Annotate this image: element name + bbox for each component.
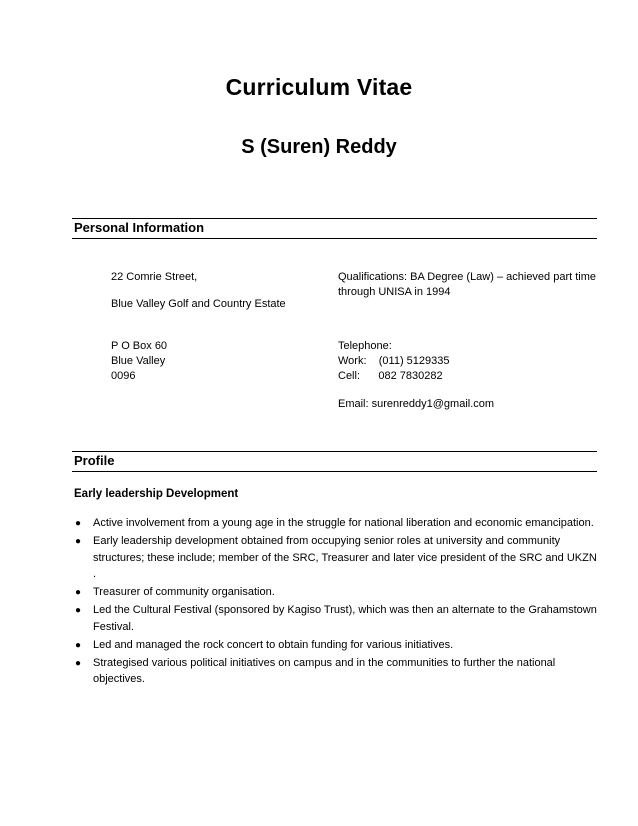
bullet-icon: ● [75, 639, 82, 651]
email-text: Email: surenreddy1@gmail.com [338, 398, 495, 410]
list-item [74, 515, 602, 532]
bullet-text: Led the Cultural Festival (sponsored by Kagiso Trust), which was then an alternate to the Grahamstown Festival. [93, 604, 597, 633]
bullet-text: Active involvement from a young age in the struggle for national liberation and economic emancipation. [93, 517, 594, 529]
bullet-icon: ● [75, 587, 82, 598]
profile-header [72, 451, 597, 472]
list-item [74, 637, 602, 654]
personal-info-heading: Personal Information [74, 220, 205, 235]
bullet-text: Early leadership development obtained from occupying senior roles at university and community structures; these include; member of the SRC, Treasurer and later vice president of the SRC and UKZN . [93, 535, 597, 580]
bullet-icon: ● [75, 657, 82, 669]
candidate-name: S (Suren) Reddy [241, 136, 397, 158]
po-city-line: Blue Valley [111, 355, 166, 367]
bullet-text: Led and managed the rock concert to obtain funding for various initiatives. [93, 638, 454, 651]
personal-info-header [72, 218, 597, 239]
qualifications-text: Qualifications: BA Degree (Law) – achieved part time through UNISA in 1994 [338, 271, 597, 298]
bullet-icon: ● [75, 605, 82, 616]
po-code-line: 0096 [111, 370, 136, 382]
po-box-line: P O Box 60 [111, 340, 168, 352]
bullet-icon: ● [75, 536, 82, 547]
work-phone: Work: (011) 5129335 [338, 355, 450, 367]
profile-heading: Profile [74, 453, 115, 468]
profile-bullet-list [74, 515, 602, 689]
address-line-2: Blue Valley Golf and Country Estate [111, 298, 286, 310]
list-item [74, 602, 602, 635]
profile-subheading: Early leadership Development [74, 488, 239, 500]
bullet-icon: ● [75, 518, 82, 529]
list-item [74, 584, 602, 601]
bullet-text: Treasurer of community organisation. [93, 586, 275, 598]
list-item [74, 655, 602, 688]
cell-phone: Cell: 082 7830282 [338, 370, 443, 382]
bullet-text: Strategised various political initiatives on campus and in the communities to further the national objectives. [93, 656, 556, 685]
list-item [74, 533, 602, 583]
telephone-label: Telephone: [338, 340, 392, 352]
document-title: Curriculum Vitae [225, 74, 413, 100]
address-line-1: 22 Comrie Street, [111, 271, 198, 283]
